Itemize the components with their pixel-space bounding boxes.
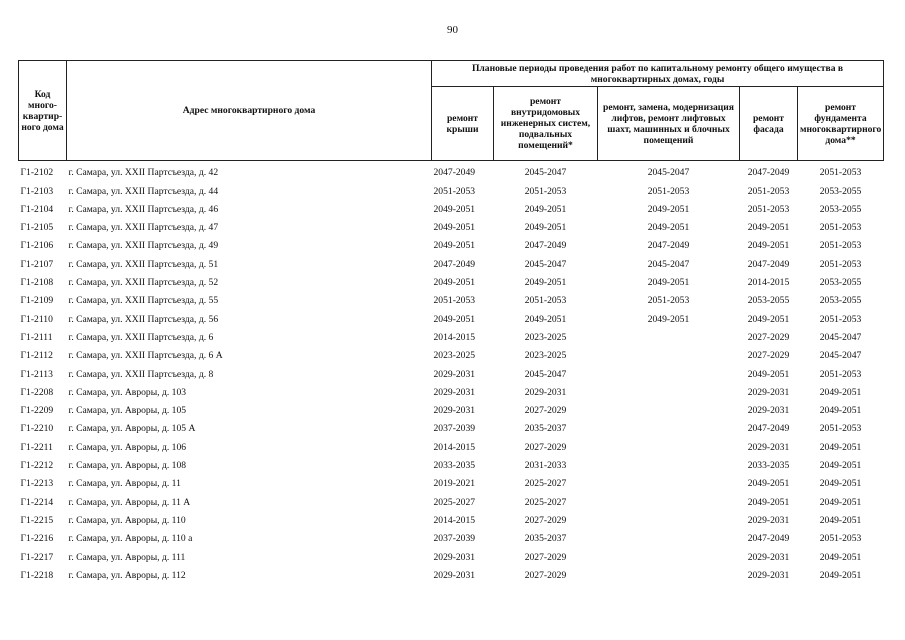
cell-roof: 2014-2015 — [433, 331, 476, 343]
cell-roof: 2047-2049 — [433, 258, 476, 270]
cell-lifts: 2045-2047 — [647, 258, 690, 270]
cell-facade: 2049-2051 — [747, 313, 790, 325]
cell-lifts — [598, 509, 740, 527]
cell-code: Г1-2209 — [20, 405, 54, 417]
cell-facade: 2053-2055 — [747, 295, 790, 307]
cell-lifts: 2049-2051 — [647, 222, 690, 234]
cell-foundation: 2045-2047 — [819, 331, 862, 343]
cell-code: Г1-2211 — [20, 441, 53, 453]
cell-foundation: 2051-2053 — [819, 258, 862, 270]
cell-code: Г1-2218 — [20, 569, 54, 581]
cell-roof: 2029-2031 — [433, 551, 476, 563]
cell-facade: 2029-2031 — [747, 386, 790, 398]
cell-facade: 2027-2029 — [747, 350, 790, 362]
cell-code: Г1-2107 — [20, 258, 54, 270]
cell-facade: 2029-2031 — [747, 441, 790, 453]
cell-facade: 2049-2051 — [747, 496, 790, 508]
cell-address: г. Самара, ул. XXII Партсъезда, д. 49 — [68, 240, 219, 252]
header-lifts: ремонт, замена, модернизация лифтов, ремонт лифтовых шахт, машинных и блочных помещений — [598, 87, 740, 161]
cell-lifts: 2051-2053 — [647, 185, 690, 197]
cell-lifts — [598, 564, 740, 582]
header-address: Адрес многоквартирного дома — [67, 61, 432, 161]
table-row — [19, 161, 884, 180]
cell-internal-systems: 2049-2051 — [524, 203, 567, 215]
cell-address: г. Самара, ул. Авроры, д. 112 — [68, 569, 186, 581]
cell-address: г. Самара, ул. Авроры, д. 11 А — [68, 496, 191, 508]
header-facade: ремонт фасада — [740, 87, 798, 161]
cell-address: г. Самара, ул. Авроры, д. 111 — [68, 551, 186, 563]
cell-facade: 2029-2031 — [747, 514, 790, 526]
cell-internal-systems: 2023-2025 — [524, 331, 567, 343]
cell-facade: 2047-2049 — [747, 167, 790, 179]
cell-roof: 2029-2031 — [433, 368, 476, 380]
cell-facade: 2049-2051 — [747, 222, 790, 234]
table-row — [19, 252, 884, 270]
cell-internal-systems: 2025-2027 — [524, 478, 567, 490]
cell-lifts: 2051-2053 — [647, 295, 690, 307]
table-row — [19, 216, 884, 234]
cell-foundation: 2049-2051 — [819, 514, 862, 526]
cell-code: Г1-2108 — [20, 277, 54, 289]
cell-foundation: 2051-2053 — [819, 222, 862, 234]
page-number: 90 — [447, 24, 458, 36]
cell-facade: 2047-2049 — [747, 258, 790, 270]
cell-internal-systems: 2049-2051 — [524, 277, 567, 289]
cell-address: г. Самара, ул. Авроры, д. 105 А — [68, 423, 196, 435]
cell-roof: 2029-2031 — [433, 405, 476, 417]
table-row — [19, 399, 884, 417]
cell-code: Г1-2105 — [20, 222, 54, 234]
repair-plan-table — [18, 60, 884, 582]
cell-code: Г1-2112 — [20, 350, 53, 362]
cell-internal-systems: 2045-2047 — [524, 258, 567, 270]
cell-roof: 2051-2053 — [433, 295, 476, 307]
cell-roof: 2049-2051 — [433, 313, 476, 325]
table-row — [19, 289, 884, 307]
cell-foundation: 2053-2055 — [819, 295, 862, 307]
cell-address: г. Самара, ул. XXII Партсъезда, д. 44 — [68, 185, 219, 197]
cell-address: г. Самара, ул. XXII Партсъезда, д. 51 — [68, 258, 219, 270]
table-row — [19, 381, 884, 399]
cell-lifts — [598, 435, 740, 453]
cell-foundation: 2051-2053 — [819, 533, 862, 545]
table-row — [19, 472, 884, 490]
cell-address: г. Самара, ул. Авроры, д. 110 а — [68, 533, 193, 545]
cell-foundation: 2049-2051 — [819, 478, 862, 490]
cell-foundation: 2053-2055 — [819, 277, 862, 289]
cell-internal-systems: 2027-2029 — [524, 441, 567, 453]
cell-internal-systems: 2035-2037 — [524, 533, 567, 545]
table-row — [19, 326, 884, 344]
table-row — [19, 490, 884, 508]
header-internal-systems: ремонт внутридомовых инженерных систем, подвальных помещений* — [494, 87, 598, 161]
table-row — [19, 527, 884, 545]
cell-facade: 2047-2049 — [747, 533, 790, 545]
header-foundation: ремонт фундамента многоквартирного дома** — [798, 87, 884, 161]
cell-facade: 2014-2015 — [747, 277, 790, 289]
cell-roof: 2037-2039 — [433, 423, 476, 435]
cell-code: Г1-2109 — [20, 295, 54, 307]
cell-roof: 2025-2027 — [433, 496, 476, 508]
cell-foundation: 2049-2051 — [819, 569, 862, 581]
table-row — [19, 545, 884, 563]
cell-address: г. Самара, ул. XXII Партсъезда, д. 56 — [68, 313, 219, 325]
table-row — [19, 417, 884, 435]
cell-internal-systems: 2049-2051 — [524, 222, 567, 234]
cell-code: Г1-2214 — [20, 496, 54, 508]
header-roof: ремонт крыши — [432, 87, 494, 161]
cell-facade: 2047-2049 — [747, 423, 790, 435]
cell-lifts — [598, 490, 740, 508]
table-row — [19, 362, 884, 380]
cell-foundation: 2051-2053 — [819, 240, 862, 252]
cell-facade: 2051-2053 — [747, 203, 790, 215]
cell-lifts — [598, 545, 740, 563]
cell-lifts: 2049-2051 — [647, 277, 690, 289]
cell-internal-systems: 2023-2025 — [524, 350, 567, 362]
cell-code: Г1-2215 — [20, 514, 54, 526]
cell-address: г. Самара, ул. XXII Партсъезда, д. 52 — [68, 277, 219, 289]
cell-code: Г1-2111 — [20, 331, 53, 343]
cell-lifts: 2045-2047 — [647, 167, 690, 179]
cell-address: г. Самара, ул. Авроры, д. 105 — [68, 405, 187, 417]
cell-code: Г1-2110 — [20, 313, 53, 325]
cell-address: г. Самара, ул. XXII Партсъезда, д. 8 — [68, 368, 214, 380]
table-row — [19, 234, 884, 252]
cell-roof: 2037-2039 — [433, 533, 476, 545]
table-row — [19, 307, 884, 325]
cell-roof: 2049-2051 — [433, 222, 476, 234]
table-row — [19, 454, 884, 472]
table-row — [19, 271, 884, 289]
table-row — [19, 435, 884, 453]
cell-lifts — [598, 326, 740, 344]
cell-roof: 2051-2053 — [433, 185, 476, 197]
cell-roof: 2023-2025 — [433, 350, 476, 362]
cell-internal-systems: 2027-2029 — [524, 551, 567, 563]
cell-facade: 2029-2031 — [747, 551, 790, 563]
cell-internal-systems: 2029-2031 — [524, 386, 567, 398]
cell-foundation: 2049-2051 — [819, 496, 862, 508]
cell-roof: 2029-2031 — [433, 386, 476, 398]
cell-roof: 2049-2051 — [433, 240, 476, 252]
cell-facade: 2049-2051 — [747, 368, 790, 380]
table-row — [19, 564, 884, 582]
cell-address: г. Самара, ул. XXII Партсъезда, д. 47 — [68, 222, 219, 234]
cell-internal-systems: 2031-2033 — [524, 460, 567, 472]
table-row — [19, 198, 884, 216]
cell-roof: 2033-2035 — [433, 460, 476, 472]
cell-address: г. Самара, ул. Авроры, д. 110 — [68, 514, 186, 526]
cell-lifts — [598, 527, 740, 545]
cell-lifts: 2047-2049 — [647, 240, 690, 252]
cell-foundation: 2049-2051 — [819, 460, 862, 472]
cell-facade: 2049-2051 — [747, 240, 790, 252]
cell-facade: 2029-2031 — [747, 405, 790, 417]
cell-code: Г1-2217 — [20, 551, 54, 563]
cell-foundation: 2049-2051 — [819, 441, 862, 453]
cell-code: Г1-2208 — [20, 386, 54, 398]
cell-foundation: 2053-2055 — [819, 185, 862, 197]
cell-lifts — [598, 344, 740, 362]
cell-internal-systems: 2027-2029 — [524, 405, 567, 417]
cell-foundation: 2053-2055 — [819, 203, 862, 215]
cell-foundation: 2045-2047 — [819, 350, 862, 362]
cell-code: Г1-2113 — [20, 368, 53, 380]
cell-lifts — [598, 417, 740, 435]
cell-lifts: 2049-2051 — [647, 313, 690, 325]
cell-internal-systems: 2051-2053 — [524, 185, 567, 197]
cell-code: Г1-2103 — [20, 185, 54, 197]
cell-foundation: 2049-2051 — [819, 386, 862, 398]
cell-code: Г1-2106 — [20, 240, 54, 252]
cell-address: г. Самара, ул. Авроры, д. 106 — [68, 441, 187, 453]
cell-internal-systems: 2051-2053 — [524, 295, 567, 307]
cell-code: Г1-2102 — [20, 167, 54, 179]
cell-internal-systems: 2027-2029 — [524, 514, 567, 526]
table-row — [19, 179, 884, 197]
table-header — [19, 61, 884, 161]
cell-facade: 2027-2029 — [747, 331, 790, 343]
cell-lifts — [598, 381, 740, 399]
cell-roof: 2029-2031 — [433, 569, 476, 581]
cell-code: Г1-2216 — [20, 533, 54, 545]
cell-address: г. Самара, ул. Авроры, д. 11 — [68, 478, 181, 490]
cell-roof: 2014-2015 — [433, 441, 476, 453]
cell-internal-systems: 2047-2049 — [524, 240, 567, 252]
cell-code: Г1-2104 — [20, 203, 54, 215]
cell-lifts — [598, 362, 740, 380]
cell-roof: 2014-2015 — [433, 514, 476, 526]
table-body — [19, 161, 884, 582]
cell-internal-systems: 2045-2047 — [524, 167, 567, 179]
cell-foundation: 2051-2053 — [819, 368, 862, 380]
table-row — [19, 344, 884, 362]
cell-roof: 2047-2049 — [433, 167, 476, 179]
cell-address: г. Самара, ул. XXII Партсъезда, д. 6 — [68, 331, 214, 343]
cell-lifts — [598, 399, 740, 417]
cell-code: Г1-2213 — [20, 478, 54, 490]
cell-lifts: 2049-2051 — [647, 203, 690, 215]
header-periods-group: Плановые периоды проведения работ по капитальному ремонту общего имущества в многоквартирных домах, годы — [432, 61, 884, 87]
cell-facade: 2029-2031 — [747, 569, 790, 581]
cell-foundation: 2049-2051 — [819, 551, 862, 563]
cell-address: г. Самара, ул. Авроры, д. 103 — [68, 386, 187, 398]
cell-roof: 2019-2021 — [433, 478, 476, 490]
cell-facade: 2051-2053 — [747, 185, 790, 197]
cell-foundation: 2051-2053 — [819, 167, 862, 179]
cell-facade: 2049-2051 — [747, 478, 790, 490]
cell-address: г. Самара, ул. XXII Партсъезда, д. 42 — [68, 167, 219, 179]
cell-internal-systems: 2049-2051 — [524, 313, 567, 325]
cell-foundation: 2051-2053 — [819, 423, 862, 435]
cell-address: г. Самара, ул. XXII Партсъезда, д. 6 А — [68, 350, 223, 362]
cell-facade: 2033-2035 — [747, 460, 790, 472]
cell-address: г. Самара, ул. Авроры, д. 108 — [68, 460, 187, 472]
cell-address: г. Самара, ул. XXII Партсъезда, д. 46 — [68, 203, 219, 215]
cell-address: г. Самара, ул. XXII Партсъезда, д. 55 — [68, 295, 219, 307]
table-row — [19, 509, 884, 527]
cell-roof: 2049-2051 — [433, 277, 476, 289]
cell-roof: 2049-2051 — [433, 203, 476, 215]
cell-internal-systems: 2035-2037 — [524, 423, 567, 435]
header-code: Код много-квартир-ного дома — [19, 61, 67, 161]
cell-code: Г1-2210 — [20, 423, 54, 435]
cell-foundation: 2049-2051 — [819, 405, 862, 417]
cell-lifts — [598, 454, 740, 472]
cell-internal-systems: 2025-2027 — [524, 496, 567, 508]
cell-internal-systems: 2045-2047 — [524, 368, 567, 380]
cell-lifts — [598, 472, 740, 490]
cell-foundation: 2051-2053 — [819, 313, 862, 325]
cell-code: Г1-2212 — [20, 460, 54, 472]
cell-internal-systems: 2027-2029 — [524, 569, 567, 581]
